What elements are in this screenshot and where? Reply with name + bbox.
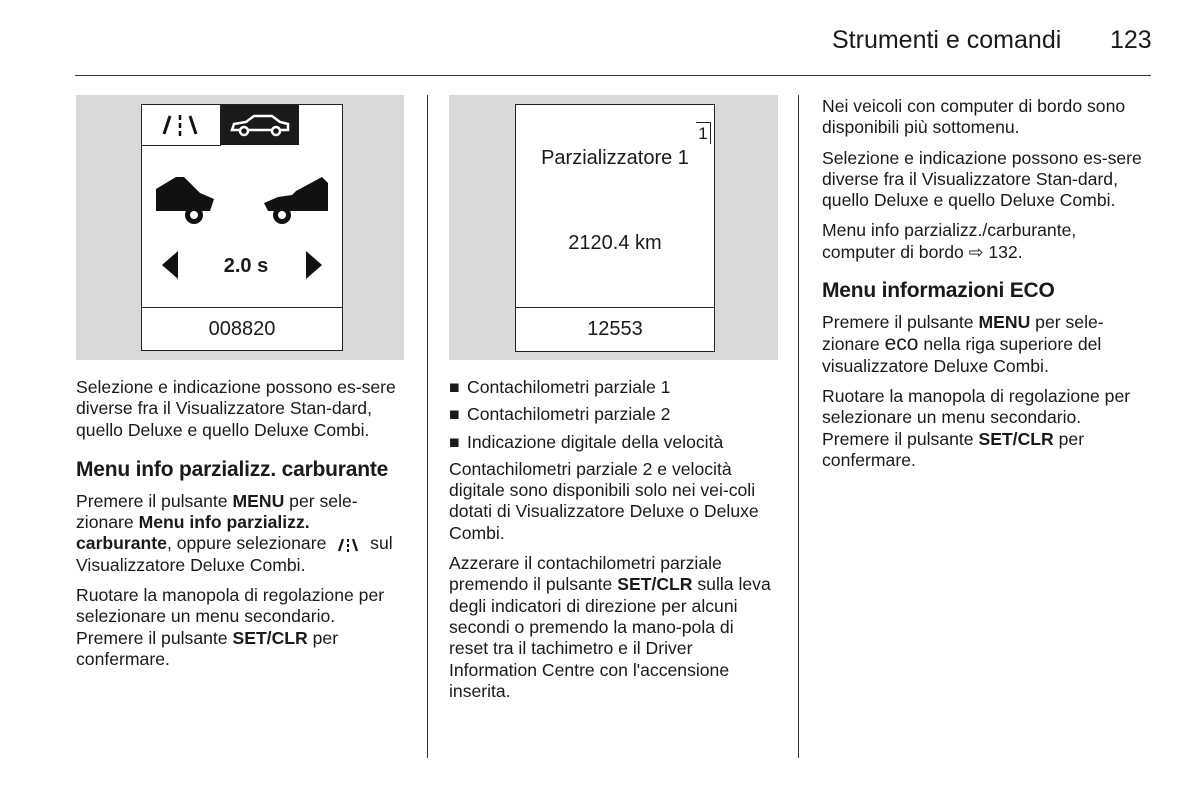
tab-trip (142, 105, 221, 146)
column-divider (798, 95, 799, 758)
page-badge: 1 (696, 122, 711, 144)
bullet-icon: ■ (449, 404, 460, 425)
paragraph: Menu info parzializz./carburante, computer di bordo ⇨ 132. (822, 220, 1077, 262)
column-3 (822, 96, 1152, 480)
paragraph: Ruotare la manopola di regolazione per selezionare un menu secondario. Premere il pulsante SET/CLR per confermare. (76, 585, 385, 669)
section-heading: Menu info parzializz. carburante (76, 457, 389, 481)
paragraph: Contachilometri parziale 2 e velocità digitale sono disponibili solo nei vei-coli dotati di Visualizzatore Deluxe o Deluxe Combi. (449, 458, 759, 543)
eco-symbol: eco (884, 332, 919, 356)
list-item: ■ Contachilometri parziale 1 (449, 377, 671, 397)
figure-display-trip (449, 95, 778, 360)
column-1 (76, 377, 406, 679)
odometer-readout: 008820 (142, 307, 342, 350)
paragraph: Selezione e indicazione possono es-sere diverse fra il Visualizzatore Stan-dard, quello Deluxe e quello Deluxe Combi. (822, 147, 1142, 211)
list-item: ■ Indicazione digitale della velocità (449, 431, 724, 452)
figure-display-deluxe (76, 95, 404, 360)
trip-title: Parzializzatore 1 (541, 147, 689, 169)
paragraph: Ruotare la manopola di regolazione per selezionare un menu secondario. Premere il pulsante SET/CLR per confermare. (822, 385, 1131, 470)
arrow-left-icon (162, 251, 178, 279)
road-lane-icon (331, 536, 365, 554)
paragraph: Premere il pulsante MENU per sele-zionare eco nella riga superiore del visualizzatore Deluxe Combi. (822, 312, 1104, 376)
display-screen (141, 104, 343, 351)
car-icon (228, 110, 292, 140)
page-header-title: Strumenti e comandi (832, 26, 1062, 54)
column-2 (449, 377, 777, 711)
bullet-icon: ■ (449, 431, 460, 452)
page-reference-arrow-icon: ⇨ (968, 241, 984, 262)
tab-vehicle (221, 105, 299, 145)
arrow-right-icon (306, 251, 322, 279)
paragraph: Nei veicoli con computer di bordo sono disponibili più sottomenu. (822, 96, 1126, 138)
time-value: 2.0 s (223, 255, 269, 277)
header-divider (75, 75, 1151, 76)
list-item: ■ Contachilometri parziale 2 (449, 404, 671, 425)
bullet-icon: ■ (449, 377, 460, 397)
car-rear-open-icon (154, 173, 216, 229)
section-heading: Menu informazioni ECO (822, 279, 1055, 303)
page-number: 123 (1110, 26, 1152, 54)
paragraph: Azzerare il contachilometri parziale premendo il pulsante SET/CLR sulla leva degli indicatori di direzione per alcuni secondi o premendo la mano-pola di reset tra il tachimetro e il Driver Information Centre con l'accensione inserita. (449, 553, 771, 701)
trip-distance: 2120.4 km (568, 232, 662, 254)
road-lane-icon (150, 110, 210, 140)
paragraph: Premere il pulsante MENU per sele-zionare Menu info parzializz. carburante, oppure selezionare sul Visualizzatore Deluxe Combi. (76, 490, 393, 575)
paragraph: Selezione e indicazione possono es-sere diverse fra il Visualizzatore Stan-dard, quello Deluxe e quello Deluxe Combi. (76, 377, 396, 440)
column-divider (427, 95, 428, 758)
car-front-open-icon (260, 173, 330, 229)
odometer-readout: 12553 (516, 307, 714, 351)
display-screen (515, 104, 715, 352)
